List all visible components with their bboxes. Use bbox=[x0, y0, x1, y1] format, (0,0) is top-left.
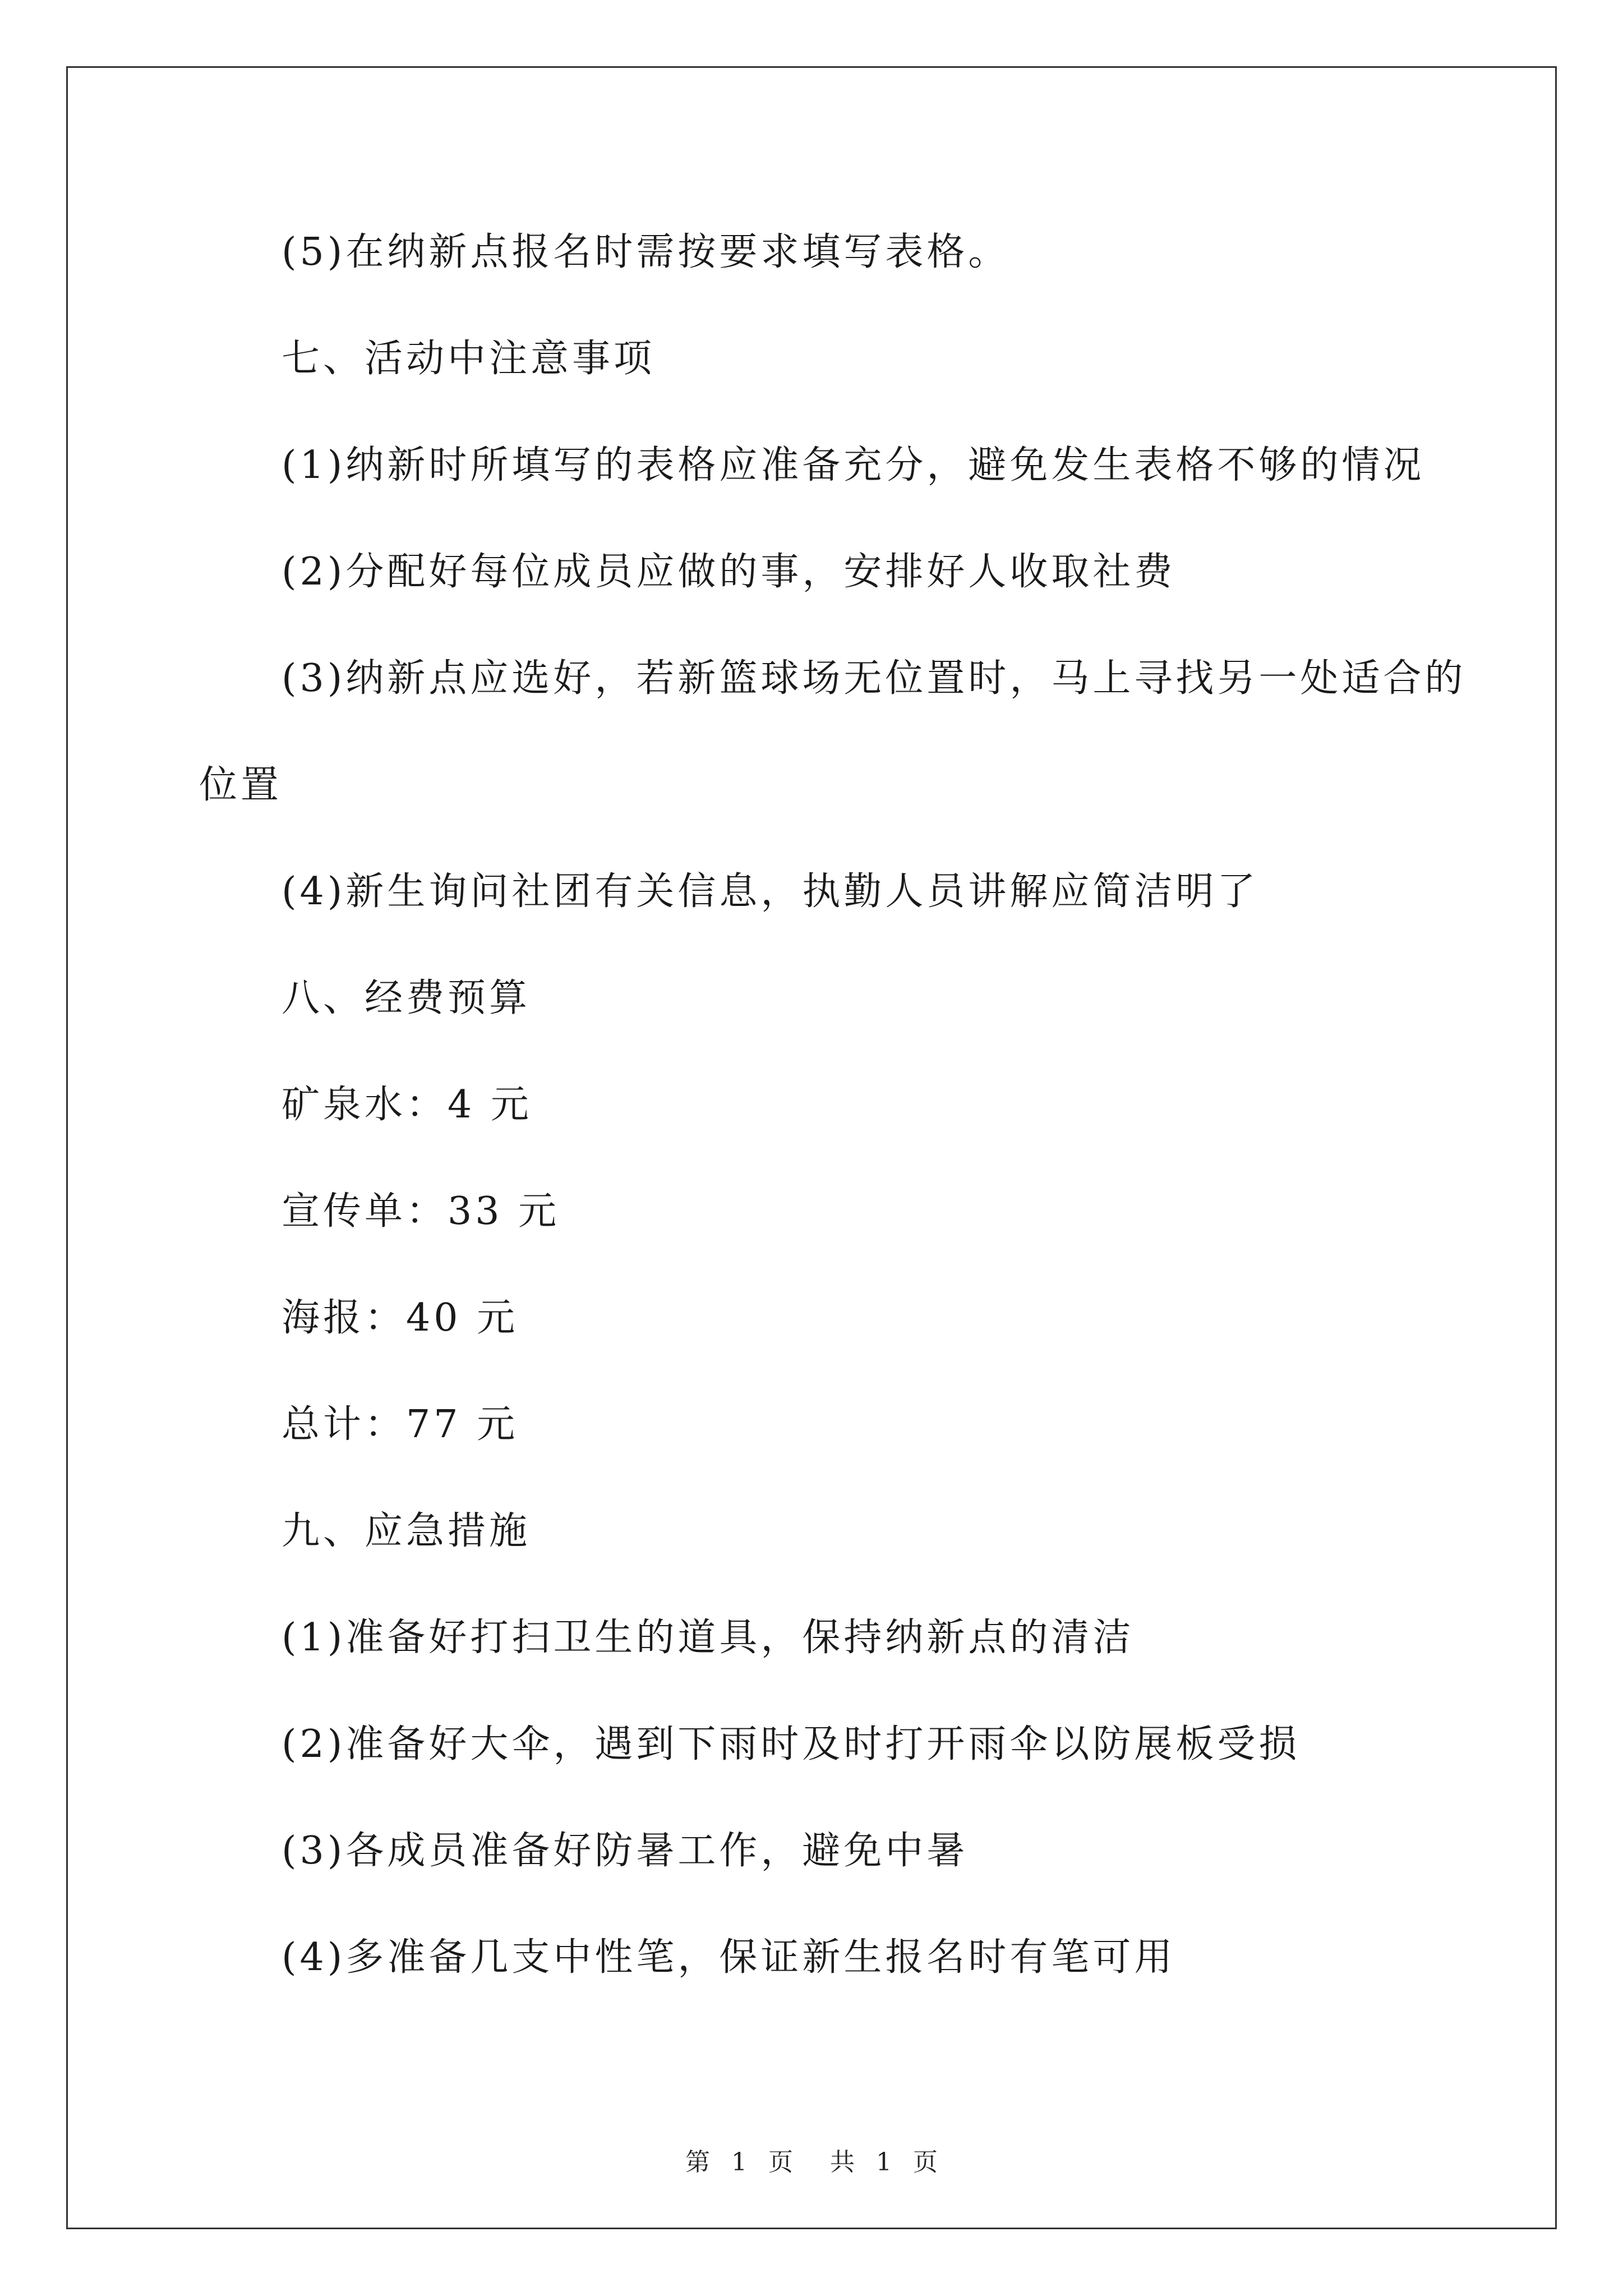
paragraph-line: (4)多准备几支中性笔，保证新生报名时有笔可用 bbox=[282, 1935, 1176, 1980]
budget-item: 矿泉水：4 元 bbox=[282, 1083, 532, 1127]
paragraph-line: (1)纳新时所填写的表格应准备充分，避免发生表格不够的情况 bbox=[282, 443, 1425, 487]
page-footer bbox=[0, 2148, 1623, 2177]
paragraph-line: (3)纳新点应选好，若新篮球场无位置时，马上寻找另一处适合的 bbox=[282, 656, 1467, 701]
paragraph-line: (4)新生询问社团有关信息，执勤人员讲解应简洁明了 bbox=[282, 869, 1259, 914]
section-heading: 八、经费预算 bbox=[282, 976, 531, 1020]
paragraph-line: (3)各成员准备好防暑工作，避免中暑 bbox=[282, 1829, 969, 1873]
page-number: 第 1 页 bbox=[685, 2148, 793, 2177]
page-border bbox=[66, 66, 1557, 2229]
paragraph-line: (2)准备好大伞，遇到下雨时及时打开雨伞以防展板受损 bbox=[282, 1722, 1301, 1766]
section-heading: 七、活动中注意事项 bbox=[282, 337, 656, 381]
paragraph-line-continued: 位置 bbox=[199, 763, 283, 807]
section-heading: 九、应急措施 bbox=[282, 1509, 531, 1553]
page-total: 共 1 页 bbox=[830, 2148, 938, 2177]
budget-item: 海报：40 元 bbox=[282, 1296, 519, 1340]
budget-item: 宣传单：33 元 bbox=[282, 1189, 560, 1234]
budget-total: 总计：77 元 bbox=[282, 1402, 519, 1447]
paragraph-line: (5)在纳新点报名时需按要求填写表格。 bbox=[282, 230, 1010, 274]
paragraph-line: (1)准备好打扫卫生的道具，保持纳新点的清洁 bbox=[282, 1616, 1135, 1660]
paragraph-line: (2)分配好每位成员应做的事，安排好人收取社费 bbox=[282, 550, 1176, 594]
